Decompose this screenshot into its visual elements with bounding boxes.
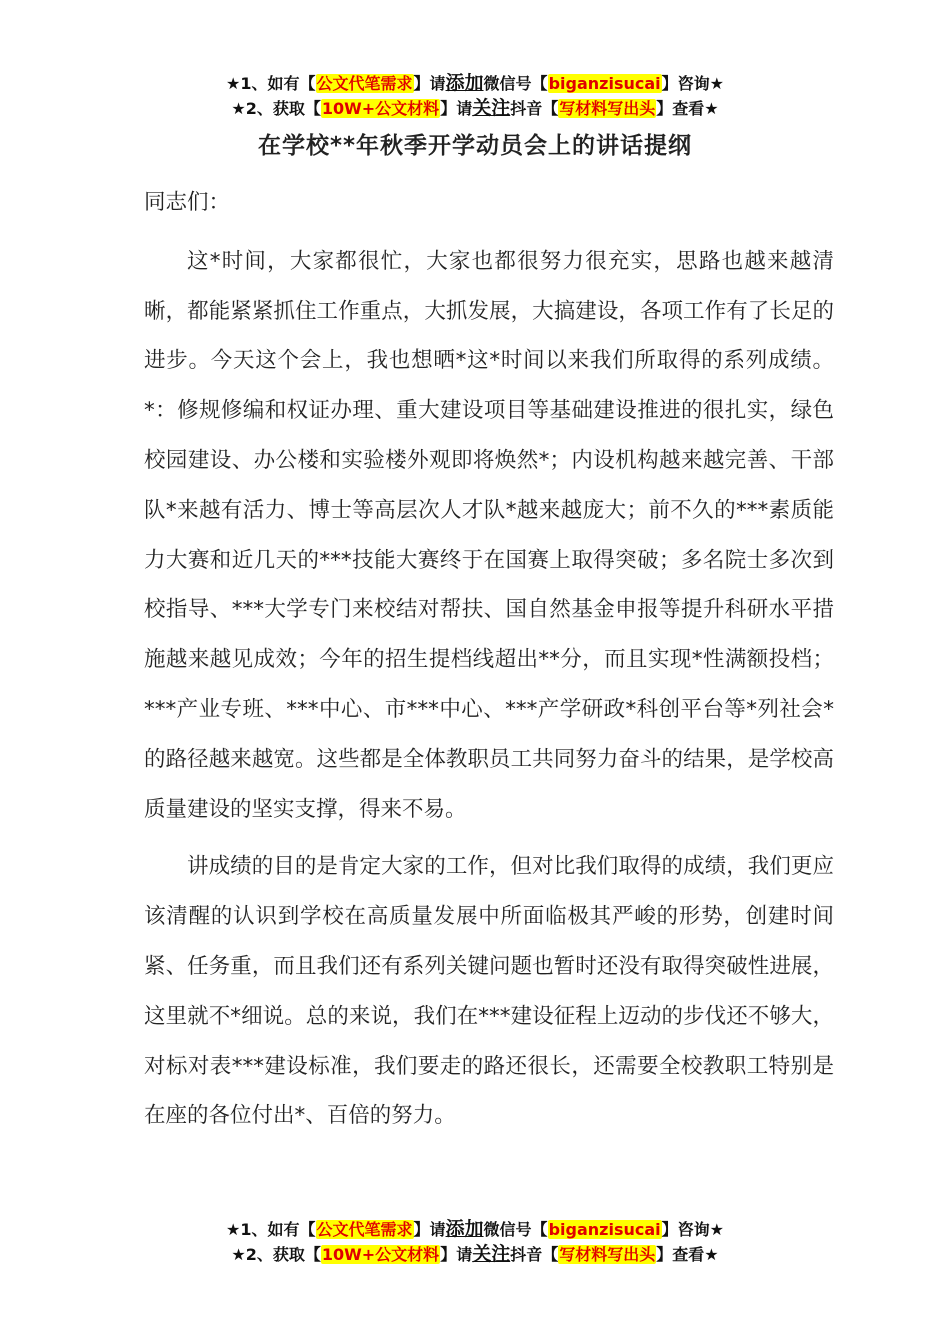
- document-title: 在学校**年秋季开学动员会上的讲话提纲: [257, 133, 693, 159]
- banner-text: 】查看★: [656, 99, 719, 118]
- document-body: [144, 178, 834, 1149]
- banner-wechat-id: biganzisucai: [548, 1220, 661, 1239]
- banner-text: 】查看★: [656, 1245, 719, 1264]
- top-banner: [0, 71, 950, 121]
- banner-douyin-id: 写材料写出头: [559, 1245, 656, 1264]
- banner-line-2: [0, 96, 950, 121]
- banner-emphasis: 添加: [445, 1218, 484, 1240]
- banner-line-2: [0, 1242, 950, 1267]
- banner-text: 微信号【: [483, 74, 548, 93]
- banner-text: 】咨询★: [661, 74, 724, 93]
- banner-text: 】请: [440, 1245, 473, 1264]
- banner-text: ★1、如有【: [226, 1220, 316, 1239]
- banner-text: ★2、获取【: [231, 99, 321, 118]
- banner-emphasis: 关注: [472, 97, 511, 119]
- banner-wechat-id: biganzisucai: [548, 74, 661, 93]
- greeting: 同志们：: [144, 190, 231, 215]
- banner-highlight: 10W+公文材料: [321, 99, 440, 118]
- paragraph-1: 这*时间，大家都很忙，大家也都很努力很充实，思路也越来越清晰，都能紧紧抓住工作重点，大抓发展，大搞建设，各项工作有了长足的进步。今天这个会上，我也想晒*这*时间以来我们所取得的系列成绩。*：修规修编和权证办理、重大建设项目等基础建设推进的很扎实，绿色校园建设、办公楼和实验楼外观即将焕然*；内设机构越来越完善、干部队*来越有活力、博士等高层次人才队*越来越庞大；前不久的***素质能力大赛和近几天的***技能大赛终于在国赛上取得突破；多名院士多次到校指导、***大学专门来校结对帮扶、国自然基金申报等提升科研水平措施越来越见成效；今年的招生提档线超出**分，而且实现*性满额投档；***产业专班、***中心、市***中心、***产学研政*科创平台等*列社会*的路径越来越宽。这些都是全体教职员工共同努力奋斗的结果，是学校高质量建设的坚实支撑，得来不易。: [144, 248, 834, 822]
- banner-text: 微信号【: [483, 1220, 548, 1239]
- banner-text: ★1、如有【: [226, 74, 316, 93]
- banner-emphasis: 关注: [472, 1243, 511, 1265]
- banner-highlight: 公文代笔需求: [316, 74, 413, 93]
- banner-text: 抖音【: [510, 99, 559, 118]
- banner-highlight: 公文代笔需求: [316, 1220, 413, 1239]
- bottom-banner: [0, 1217, 950, 1267]
- paragraph-2: 讲成绩的目的是肯定大家的工作，但对比我们取得的成绩，我们更应该清醒的认识到学校在高质量发展中所面临极其严峻的形势，创建时间紧、任务重，而且我们还有系列关键问题也暂时还没有取得突破性进展，这里就不*细说。总的来说，我们在***建设征程上迈动的步伐还不够大，对标对表***建设标准，我们要走的路还很长，还需要全校教职工特别是在座的各位付出*、百倍的努力。: [144, 854, 834, 1129]
- banner-text: 】咨询★: [661, 1220, 724, 1239]
- banner-text: 抖音【: [510, 1245, 559, 1264]
- banner-text: ★2、获取【: [231, 1245, 321, 1264]
- banner-line-1: [0, 1217, 950, 1242]
- banner-highlight: 10W+公文材料: [321, 1245, 440, 1264]
- banner-line-1: [0, 71, 950, 96]
- banner-emphasis: 添加: [445, 72, 484, 94]
- banner-text: 】请: [413, 74, 446, 93]
- banner-text: 】请: [440, 99, 473, 118]
- banner-douyin-id: 写材料写出头: [559, 99, 656, 118]
- banner-text: 】请: [413, 1220, 446, 1239]
